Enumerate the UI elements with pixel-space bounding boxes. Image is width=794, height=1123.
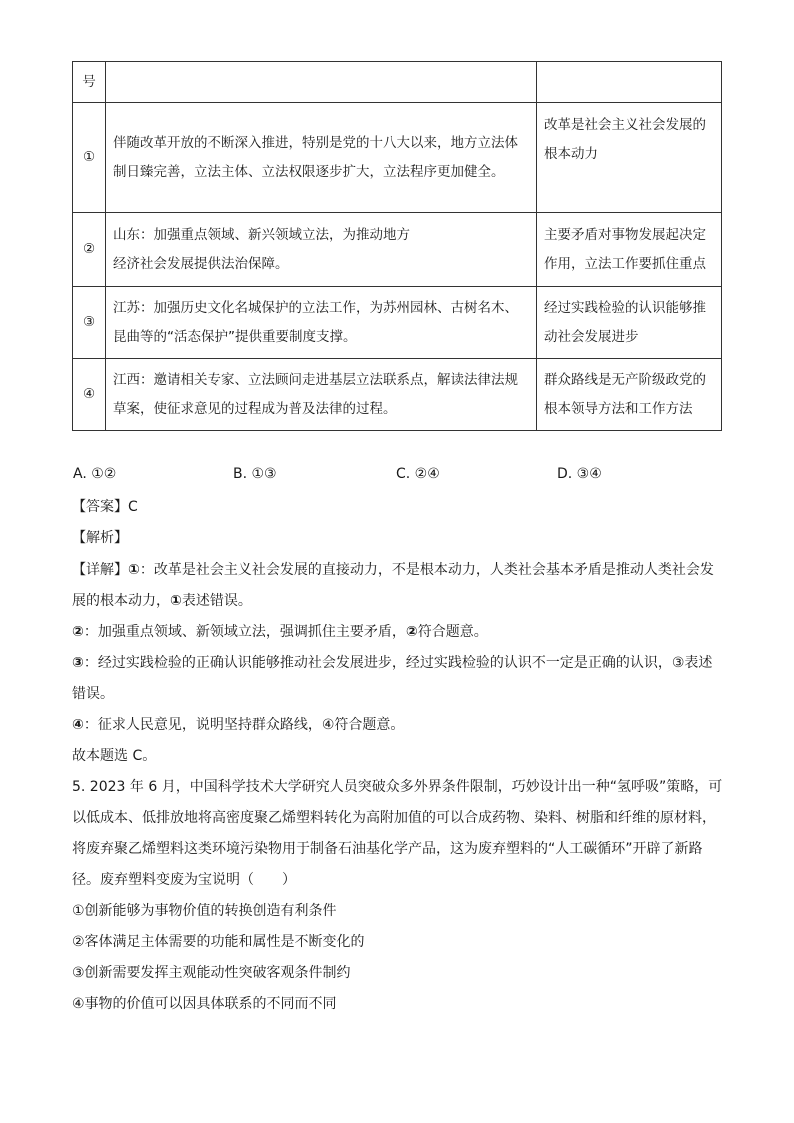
- option-c: C. ②④: [396, 466, 440, 482]
- table-cell-num: 号: [73, 62, 106, 103]
- detail-text: 展的根本动力，: [72, 593, 170, 609]
- answer-label: 【答案】: [72, 499, 128, 515]
- table-row: [73, 62, 722, 103]
- table-cell-mid: [106, 287, 537, 359]
- marker: ④: [72, 717, 84, 733]
- option-d: D. ③④: [557, 466, 602, 482]
- statement: ③创新需要发挥主观能动性突破客观条件制约: [72, 965, 351, 981]
- option-b: B. ①③: [233, 466, 277, 482]
- statement: ①创新能够为事物价值的转换创造有利条件: [72, 903, 337, 919]
- cell-line: 群众路线是无产阶级政党的: [544, 371, 706, 388]
- cell-line: 昆曲等的“活态保护”提供重要制度支撑。: [113, 328, 357, 345]
- detail-text: ：改革是社会主义社会发展的直接动力，不是根本动力，人类社会基本矛盾是推动人类社会发: [139, 562, 714, 578]
- statement: ②客体满足主体需要的功能和属性是不断变化的: [72, 934, 365, 950]
- cell-line: 改革是社会主义社会发展的: [544, 117, 706, 133]
- question-line: 以低成本、低排放地将高密度聚乙烯塑料转化为高附加值的可以合成药物、染料、树脂和纤维的原材料，: [72, 810, 716, 826]
- cell-line: 山东：加强重点领域、新兴领域立法，为推动地方: [113, 226, 410, 243]
- detail-line: [72, 622, 488, 642]
- marker: ①: [170, 593, 182, 609]
- table-cell-num: ①: [73, 103, 106, 213]
- table-row: [73, 359, 722, 431]
- table-cell-right: [537, 359, 722, 431]
- question-line: 将废弃聚乙烯塑料这类环境污染物用于制备石油基化学产品，这为废弃塑料的“人工碳循环”开辟了新路: [72, 841, 703, 857]
- detail-text: ：加强重点领域、新领域立法，强调抓住主要矛盾，: [83, 624, 406, 640]
- detail-text: 符合题意。: [417, 624, 488, 640]
- answer-line: [72, 497, 138, 517]
- marker: ①: [128, 562, 140, 578]
- detail-line: [72, 715, 404, 735]
- question-line: 5. 2023 年 6 月，中国科学技术大学研究人员突破众多外界条件限制，巧妙设计出一种“氢呼吸”策略，可: [72, 779, 723, 795]
- table-cell-mid: [106, 62, 537, 103]
- table-cell-right: [537, 103, 722, 213]
- table-cell-mid: [106, 213, 537, 287]
- detail-line: [72, 653, 712, 673]
- table-cell-mid: [106, 359, 537, 431]
- detail-line: 错误。: [72, 686, 114, 702]
- cell-line: 作用，立法工作要抓住重点: [544, 255, 706, 272]
- cell-line: 动社会发展进步: [544, 328, 639, 345]
- answer-value: C: [128, 499, 138, 515]
- statement: ④事物的价值可以因具体联系的不同而不同: [72, 996, 337, 1012]
- detail-label: 【详解】: [72, 562, 128, 578]
- cell-line: 经过实践检验的认识能够推: [544, 299, 706, 316]
- cell-line: 伴随改革开放的不断深入推进，特别是党的十八大以来，地方立法体: [113, 134, 518, 151]
- table-cell-num: ③: [73, 287, 106, 359]
- analysis-label: 【解析】: [72, 530, 128, 546]
- table-cell-right: [537, 62, 722, 103]
- cell-line: 根本动力: [544, 146, 598, 162]
- table-cell-num: ④: [73, 359, 106, 431]
- cell-line: 江西：邀请相关专家、立法顾问走进基层立法联系点，解读法律法规: [113, 371, 518, 388]
- table-cell-right: [537, 213, 722, 287]
- table-row: [73, 287, 722, 359]
- question-table: [72, 61, 722, 431]
- detail-text: ：经过实践检验的正确认识能够推动社会发展进步，经过实践检验的认识不一定是正确的认识，③表述: [83, 655, 713, 671]
- cell-line: 主要矛盾对事物发展起决定: [544, 226, 706, 243]
- detail-line: [72, 591, 252, 611]
- question-line: 径。废弃塑料变废为宝说明（ ）: [72, 872, 296, 888]
- conclusion: 故本题选 C。: [72, 748, 157, 764]
- marker: ③: [72, 655, 84, 671]
- cell-line: 根本领导方法和工作方法: [544, 400, 693, 417]
- table-row: [73, 103, 722, 213]
- cell-line: 经济社会发展提供法治保障。: [113, 255, 289, 272]
- cell-line: 制日臻完善，立法主体、立法权限逐步扩大，立法程序更加健全。: [113, 163, 505, 180]
- cell-line: 江苏：加强历史文化名城保护的立法工作，为苏州园林、古树名木、: [113, 299, 518, 316]
- table-cell-right: [537, 287, 722, 359]
- table-cell-mid: [106, 103, 537, 213]
- table-cell-num: ②: [73, 213, 106, 287]
- table-row: [73, 213, 722, 287]
- detail-text: 表述错误。: [181, 593, 252, 609]
- marker: ②: [405, 624, 418, 640]
- marker: ②: [72, 624, 84, 640]
- detail-text: ：征求人民意见，说明坚持群众路线，④符合题意。: [83, 717, 405, 733]
- option-a: A. ①②: [73, 466, 117, 482]
- detail-line: [72, 560, 714, 580]
- cell-line: 草案，使征求意见的过程成为普及法律的过程。: [113, 400, 397, 417]
